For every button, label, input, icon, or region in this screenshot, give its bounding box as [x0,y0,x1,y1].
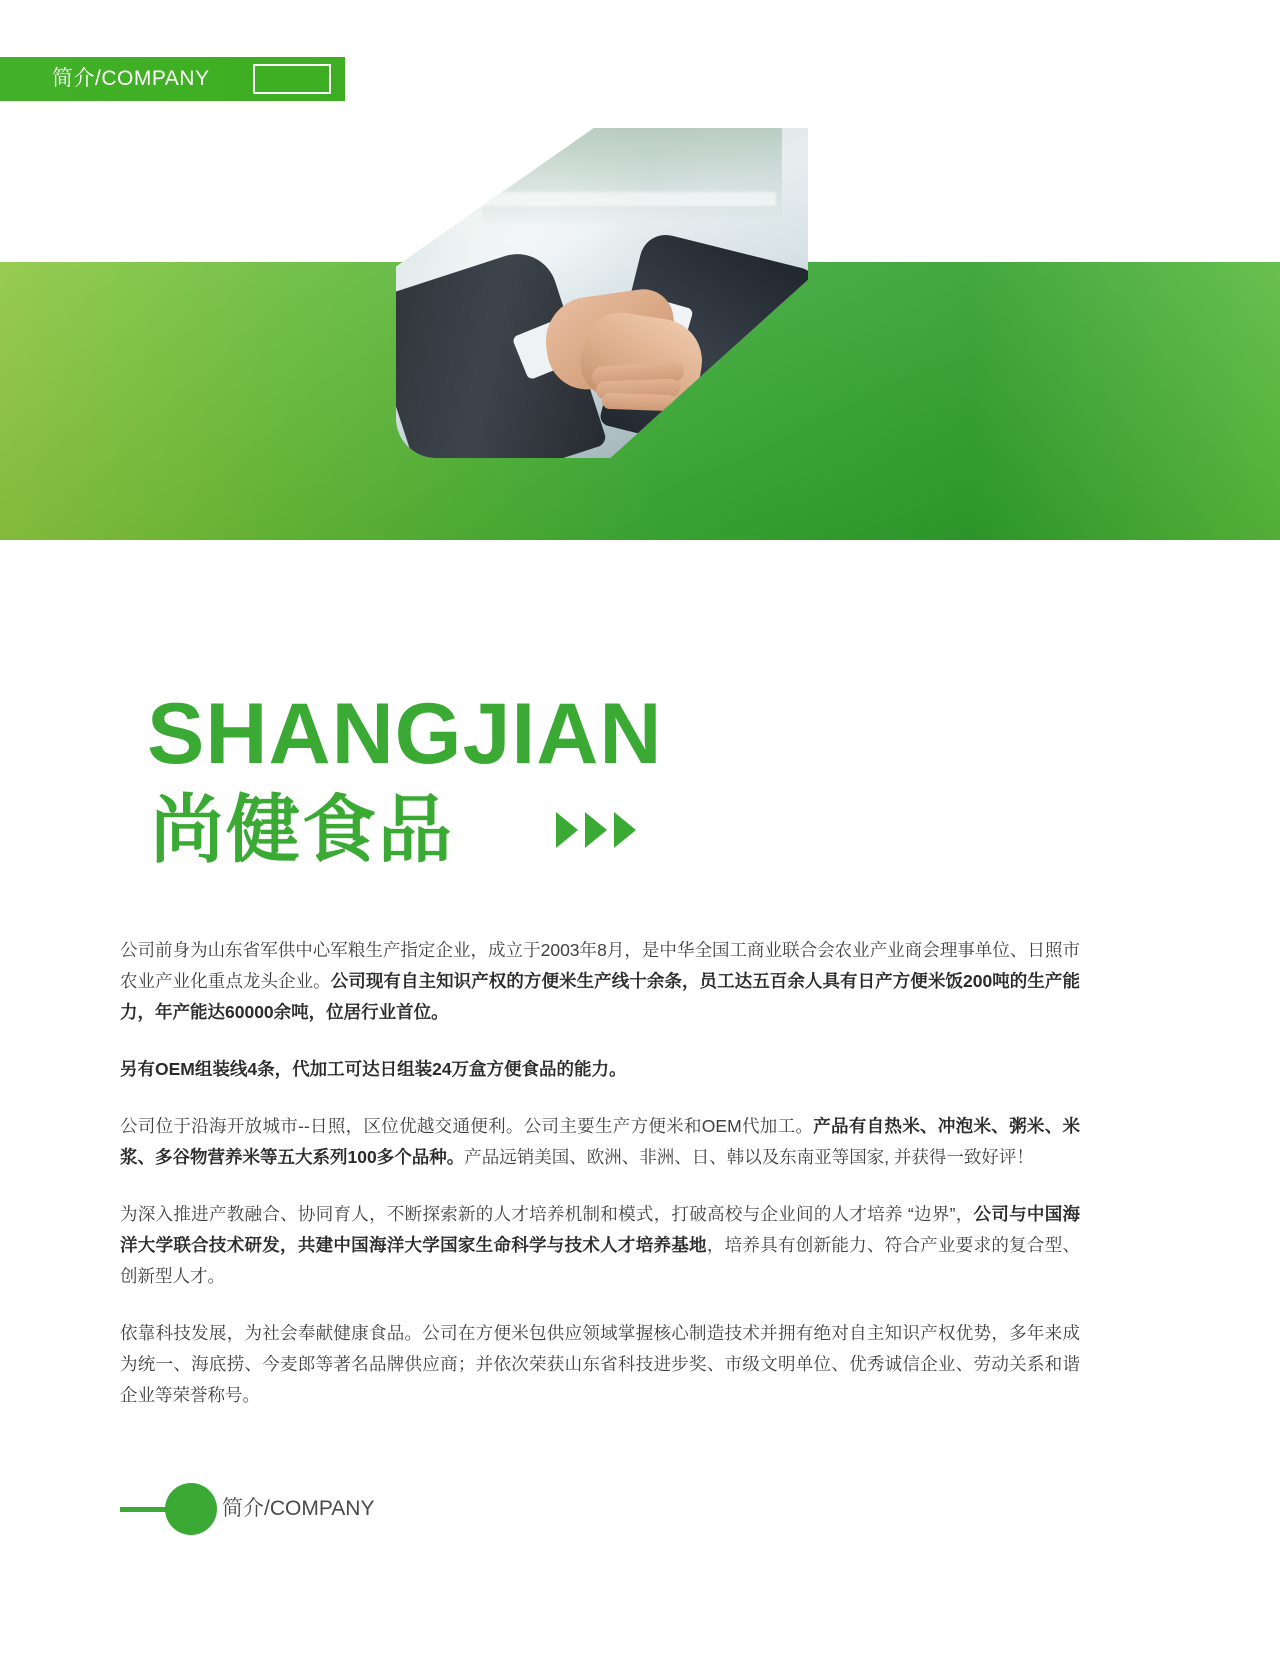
photo-finger [602,393,677,412]
triple-arrow-icon [556,812,636,848]
photo-diamond-frame [396,128,808,458]
text-run-bold: 公司与中国海洋大学联合技术研发，共建中国海洋大学国家生命科学与技术人才培养基地 [120,1204,1080,1255]
company-description [120,935,1080,1411]
paragraph [120,935,1080,1028]
text-run-bold: 产品有自热米、冲泡米、粥米、米浆、多谷物营养米等五大系列100多个品种。 [120,1116,1081,1167]
paragraph [120,1111,1080,1173]
footer-dot-icon [165,1483,217,1535]
paragraph [120,1318,1080,1411]
photo-light-stripe [456,192,776,206]
arrow-right-icon [614,812,636,848]
text-run: ，培养具有创新能力、符合产业要求的复合型、创新型人才。 [120,1235,1081,1286]
text-run: 依靠科技发展，为社会奉献健康食品。公司在方便米包供应领域掌握核心制造技术并拥有绝对自主知识产权优势，多年来成为统一、海底捞、今麦郎等著名品牌供应商；并依次荣获山东省科技进步奖、市级文明单位、优秀诚信企业、劳动关系和谐企业等荣誉称号。 [120,1323,1080,1405]
header-tab-label: 简介/COMPANY [52,67,210,90]
handshake-photo [396,128,808,458]
paragraph [120,1199,1080,1292]
footer-label: 简介/COMPANY [222,1497,375,1520]
brand-name-english: SHANGJIAN [147,686,663,782]
text-run: 公司前身为山东省军供中心军粮生产指定企业，成立于2003年8月，是中华全国工商业联合会农业产业商会理事单位、日照市农业产业化重点龙头企业。 [120,940,1080,991]
text-run-bold: 公司现有自主知识产权的方便米生产线十余条，员工达五百余人具有日产方便米饭200吨的生产能力，年产能达60000余吨，位居行业首位。 [120,971,1080,1022]
text-run: 为深入推进产教融合、协同育人，不断探索新的人才培养机制和模式，打破高校与企业间的人才培养 “边界”， [120,1204,974,1224]
text-run: 公司位于沿海开放城市--日照，区位优越交通便利。公司主要生产方便米和OEM代加工。 [120,1116,814,1136]
arrow-right-icon [585,812,607,848]
brand-name-chinese: 尚健食品 [150,788,454,871]
text-run-bold: 另有OEM组装线4条，代加工可达日组装24万盒方便食品的能力。 [120,1059,627,1079]
text-run: 产品远销美国、欧洲、非洲、日、韩以及东南亚等国家, 并获得一致好评！ [464,1147,1034,1167]
header-tab-outline-box [253,64,331,94]
photo-blurred-backdrop [482,128,782,224]
paragraph [120,1054,1080,1085]
arrow-right-icon [556,812,578,848]
